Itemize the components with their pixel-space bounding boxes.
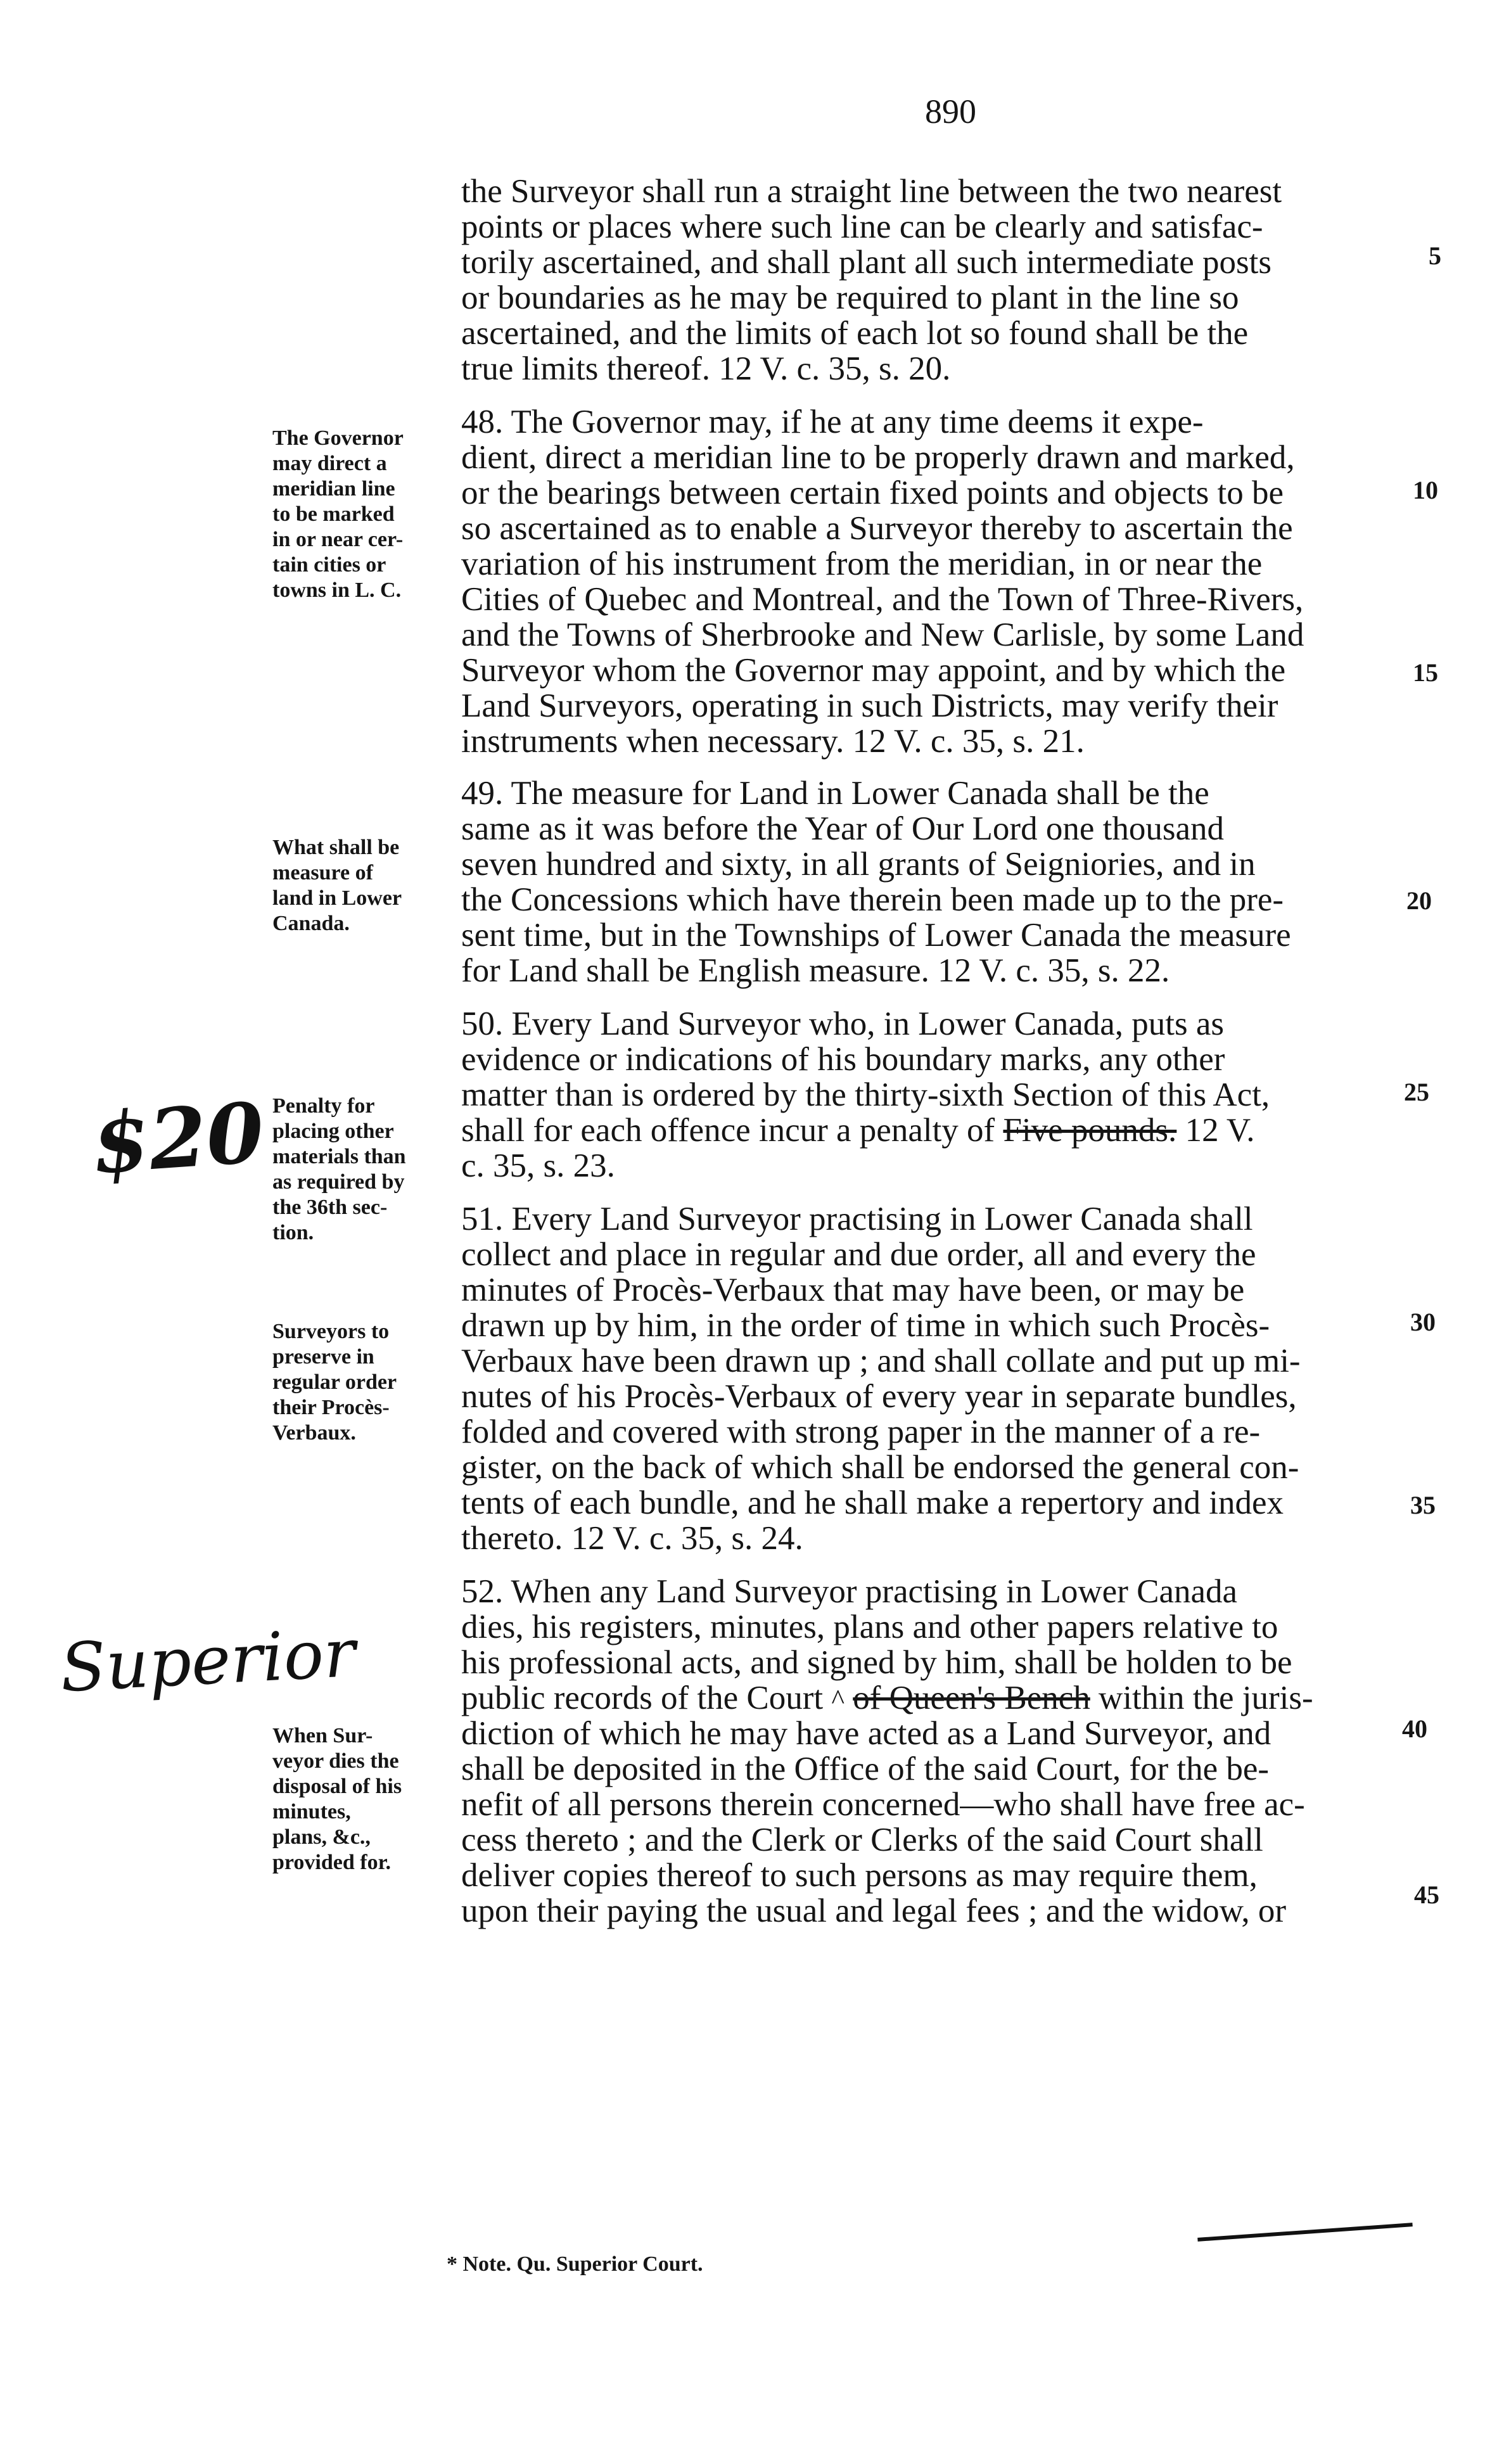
body-line: instruments when necessary. 12 V. c. 35, s. 21. [461, 723, 1085, 760]
line-number: 5 [1429, 241, 1441, 270]
court-line [461, 1682, 1313, 1715]
line-number: 30 [1410, 1308, 1436, 1336]
body-line: folded and covered with strong paper in the manner of a re- [461, 1414, 1261, 1450]
handwritten-court: Superior [58, 1614, 357, 1708]
body-line: 51. Every Land Surveyor practising in Lower Canada shall [461, 1201, 1253, 1237]
struck-penalty: Five pounds. [1003, 1112, 1177, 1149]
body-line: for Land shall be English measure. 12 V. c. 35, s. 22. [461, 952, 1170, 989]
body-line: or the bearings between certain fixed points and objects to be [461, 475, 1284, 511]
body-line-text: shall for each offence incur a penalty of [461, 1112, 995, 1149]
line-number: 40 [1402, 1714, 1427, 1743]
body-line: drawn up by him, in the order of time in which such Procès- [461, 1307, 1270, 1344]
body-line: 48. The Governor may, if he at any time deems it expe- [461, 404, 1204, 440]
line-number: 45 [1414, 1880, 1439, 1909]
body-line: his professional acts, and signed by him, shall be holden to be [461, 1644, 1292, 1681]
body-line: 49. The measure for Land in Lower Canada shall be the [461, 775, 1209, 812]
body-line: 52. When any Land Surveyor practising in Lower Canada [461, 1573, 1238, 1610]
margin-note: The Governor may direct a meridian line to be marked in or near cer- tain cities or towns in L. C. [272, 426, 404, 602]
body-line: sent time, but in the Townships of Lower Canada the measure [461, 917, 1291, 954]
body-line: dient, direct a meridian line to be properly drawn and marked, [461, 439, 1295, 476]
body-line: dies, his registers, minutes, plans and other papers relative to [461, 1609, 1278, 1645]
body-line: Cities of Quebec and Montreal, and the Town of Three-Rivers, [461, 581, 1304, 618]
body-line: variation of his instrument from the meridian, in or near the [461, 546, 1263, 582]
body-line: seven hundred and sixty, in all grants of Seigniories, and in [461, 846, 1256, 883]
line-number: 20 [1406, 886, 1432, 915]
body-line: nefit of all persons therein concerned—who shall have free ac- [461, 1786, 1305, 1823]
line-number: 15 [1413, 658, 1438, 687]
body-line: Surveyor whom the Governor may appoint, and by which the [461, 652, 1286, 689]
body-line: diction of which he may have acted as a Land Surveyor, and [461, 1715, 1271, 1752]
body-line: nutes of his Procès-Verbaux of every year in separate bundles, [461, 1378, 1297, 1415]
body-line: matter than is ordered by the thirty-sixth Section of this Act, [461, 1076, 1270, 1113]
margin-note: Penalty for placing other materials than as required by the 36th sec- tion. [272, 1094, 406, 1244]
penalty-line [461, 1114, 1255, 1147]
body-line: evidence or indications of his boundary marks, any other [461, 1041, 1225, 1078]
body-line: collect and place in regular and due order, all and every the [461, 1236, 1256, 1273]
body-line: ascertained, and the limits of each lot so found shall be the [461, 315, 1249, 352]
penalty-tail: 12 V. [1185, 1112, 1255, 1149]
body-line: deliver copies thereof to such persons as may require them, [461, 1857, 1258, 1894]
body-line: same as it was before the Year of Our Lord one thousand [461, 810, 1224, 847]
body-line: 50. Every Land Surveyor who, in Lower Canada, puts as [461, 1005, 1224, 1042]
line-number: 35 [1410, 1491, 1436, 1519]
handwritten-amount: $20 [88, 1083, 267, 1193]
body-line: so ascertained as to enable a Surveyor thereby to ascertain the [461, 510, 1293, 547]
footnote: * Note. Qu. Superior Court. [447, 2252, 703, 2276]
body-line: c. 35, s. 23. [461, 1147, 615, 1184]
body-line: shall be deposited in the Office of the said Court, for the be- [461, 1751, 1270, 1787]
court-tail: within the juris- [1099, 1680, 1313, 1716]
body-line-text: public records of the Court [461, 1680, 824, 1716]
closing-rule [1197, 2223, 1413, 2242]
body-line: the Concessions which have therein been made up to the pre- [461, 881, 1284, 918]
struck-court: of Queen's Bench [853, 1680, 1090, 1716]
body-line: or boundaries as he may be required to plant in the line so [461, 279, 1239, 316]
body-line: torily ascertained, and shall plant all such intermediate posts [461, 244, 1271, 281]
line-number: 10 [1413, 476, 1438, 504]
body-line: upon their paying the usual and legal fees ; and the widow, or [461, 1893, 1287, 1929]
body-line: thereto. 12 V. c. 35, s. 24. [461, 1520, 803, 1557]
insertion-caret: ^ [831, 1684, 844, 1715]
body-line: gister, on the back of which shall be endorsed the general con- [461, 1449, 1299, 1486]
body-line: minutes of Procès-Verbaux that may have been, or may be [461, 1272, 1245, 1308]
body-line: tents of each bundle, and he shall make a repertory and index [461, 1484, 1284, 1521]
body-line: Verbaux have been drawn up ; and shall collate and put up mi- [461, 1343, 1301, 1379]
margin-note: What shall be measure of land in Lower Canada. [272, 836, 402, 935]
line-number: 25 [1404, 1078, 1429, 1106]
margin-note: When Sur- veyor dies the disposal of his minutes, plans, &c., provided for. [272, 1724, 402, 1874]
body-line: true limits thereof. 12 V. c. 35, s. 20. [461, 350, 951, 387]
body-line: the Surveyor shall run a straight line between the two nearest [461, 173, 1282, 210]
margin-note: Surveyors to preserve in regular order their Procès- Verbaux. [272, 1320, 397, 1445]
body-line: and the Towns of Sherbrooke and New Carlisle, by some Land [461, 616, 1304, 653]
page-number: 890 [925, 93, 976, 131]
body-line: Land Surveyors, operating in such Districts, may verify their [461, 687, 1278, 724]
body-line: points or places where such line can be clearly and satisfac- [461, 208, 1263, 245]
body-line: cess thereto ; and the Clerk or Clerks of the said Court shall [461, 1822, 1263, 1858]
